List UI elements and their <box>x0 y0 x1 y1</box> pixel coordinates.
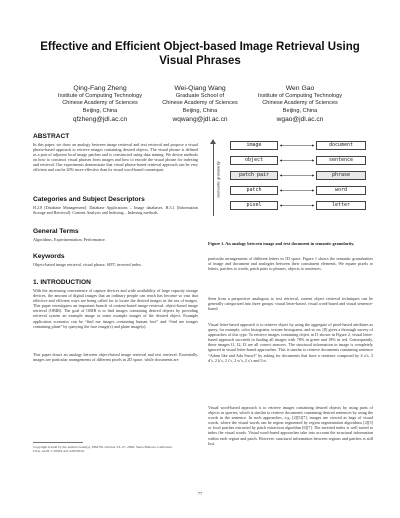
footnote-rule <box>33 442 83 443</box>
axis-label: Semantic granularity <box>215 161 221 198</box>
body-paragraph: Visual letter-based approach is to retrieve object by using the aggregate of pixel-based attributes as query, for example, color histograms, texture histograms, and so on. [8] gives a thorough survey of approaches of this type. To retrieve images containing object in I1 shown in Figure 2, visual letter-based approach succeeds in finding all images with 78% in green and 18% in red. Consequently, these images I1, I2, I3 are all correct answers. The structural information in image is completely ignored in visual letter-based approaches. This is similar to retrieve documents containing sentence “Adam like and Ada Snowl” by asking for documents that have a sentence composed by 4 a’s, 3 d’s, 2 k’s, 2 i’s, 2 w’s, 2 s’s and 3 n. <box>208 322 373 363</box>
copyright-notice: Copyright is held by the author/owner(s). MM’06, October 23–27, 2006, Santa Barbara, California, USA. ACM 1-59593-447-2/06/0010. <box>33 445 173 454</box>
author-name: Wei-Qiang Wang <box>174 85 226 92</box>
image-level-box: object <box>230 156 278 165</box>
text-level-box: letter <box>316 201 366 210</box>
image-level-box: image <box>230 141 278 150</box>
general-terms-heading: General Terms <box>33 228 79 235</box>
figure-analogy <box>212 139 372 231</box>
keywords-heading: Keywords <box>33 253 65 260</box>
introduction-paragraph: With the increasing convenience of capture devices and wide availability of large capacity storage devices, the amount of digital images that an ordinary people can reach has become so vast that effective and efficient ways are being called for to locate the desired images in the sea of images. This paper investigates an important branch of content-based image retrieval: object-based image retrieval (OBIR). The goal of OBIR is to find images containing desired objects by providing retrieval system an example image or some example images of the desired object. Example application scenarios can be “find me images containing human face” and “find me images containing plane” by querying the face image(s) and plane image(s). <box>33 288 198 329</box>
paper-title: Effective and Efficient Object-based Image Retrieval Using Visual Phrases <box>40 41 360 67</box>
author-city: Beijing, China <box>282 107 318 114</box>
author-city: Beijing, China <box>82 107 118 114</box>
author-org: Chinese Academy of Sciences <box>62 100 138 107</box>
categories-heading: Categories and Subject Descriptors <box>33 196 145 203</box>
author-city: Beijing, China <box>182 107 218 114</box>
body-paragraph: Seen from a perspective analogous to text retrieval, current object retrieval techniques can be generally categorized into three groups: visual letter-based, visual word-based and visual sentence-based. <box>208 296 373 312</box>
text-level-box: sentence <box>316 156 366 165</box>
image-level-box: pixel <box>230 201 278 210</box>
text-level-box: word <box>316 186 366 195</box>
introduction-paragraph: This paper draws an analogy between object-based image retrieval and text retrieval. Essentially, images are particular arrangements of different pixels in 2D space, while documents are <box>33 352 198 363</box>
author-affiliation: Graduate School of <box>175 93 225 99</box>
body-paragraph: Visual word-based approach is to retrieve images containing desired objects by using parts of objects as queries, which is similar to retrieve documents containing desired sentences by using the words in the sentence. In such approaches, e.g. [2][5][7], images are viewed as bags of visual words, where the visual words can be region segmented by region segmentation algorithms [2][5] or local patches extracted by patch extraction algorithm [6][7]. The inverted index is well suited to index the visual words. Visual word-based approaches take into account the structural information within each region and patch. However, structural information between regions and patches is still lost. <box>208 405 373 446</box>
author-affiliation: Institute of Computing Technology <box>257 93 343 99</box>
author-org: Chinese Academy of Sciences <box>262 100 338 107</box>
author-affiliation: Institute of Computing Technology <box>57 93 143 99</box>
page-number: 77 <box>197 491 203 496</box>
author-email: wgao@jdl.ac.cn <box>276 116 324 124</box>
author-name: Wen Gao <box>285 85 315 92</box>
text-level-box: phrase <box>316 171 366 180</box>
introduction-heading: 1. INTRODUCTION <box>33 279 91 286</box>
abstract-text: In this paper, we draw an analogy between image retrieval and text retrieval and propose a visual phrase-based approach to retrieve images containing desired objects. The visual phrase is defined as a pair of adjacent local image patches and is constructed using data mining. We devise methods on how to construct visual phrases from images and how to encode the visual phrase for indexing and retrieval. Our experiments demonstrate that visual phrase-based retrieval approach can be very efficient and can be 20% more effective than its visual word-based counterpart. <box>33 142 198 173</box>
keywords-text: Object-based image retrieval, visual phrase, SIFT, inverted index. <box>33 262 142 267</box>
categories-text: H.2.8 [Database Management]: Database Applications – Image databases. H.3.1 [Information Storage and Retrieval]: Content Analysis and Indexing – Indexing methods. <box>33 205 198 216</box>
author-block <box>240 84 360 124</box>
abstract-heading: ABSTRACT <box>33 133 70 140</box>
image-level-box: patch pair <box>230 171 278 180</box>
arrow-up-icon <box>210 139 216 144</box>
general-terms-text: Algorithms, Experimentation, Performance. <box>33 237 106 242</box>
figure-caption: Figure 1. An analogy between image and text document in semantic granularity. <box>208 241 355 246</box>
analogy-arrows <box>278 141 316 213</box>
author-org: Chinese Academy of Sciences <box>162 100 238 107</box>
author-email: wqwang@jdl.ac.cn <box>172 116 228 124</box>
author-name: Qing-Fang Zheng <box>73 85 127 92</box>
author-email: qfzheng@jdl.ac.cn <box>72 116 128 124</box>
text-level-box: document <box>316 141 366 150</box>
body-paragraph: particular arrangements of different letters in 1D space. Figure 1 shows the semantic granularities of image and document and analogies between their constituent elements. We equate pixels to letters, patches to words, patch pairs to phrases, objects to sentences. <box>208 256 373 272</box>
image-level-box: patch <box>230 186 278 195</box>
